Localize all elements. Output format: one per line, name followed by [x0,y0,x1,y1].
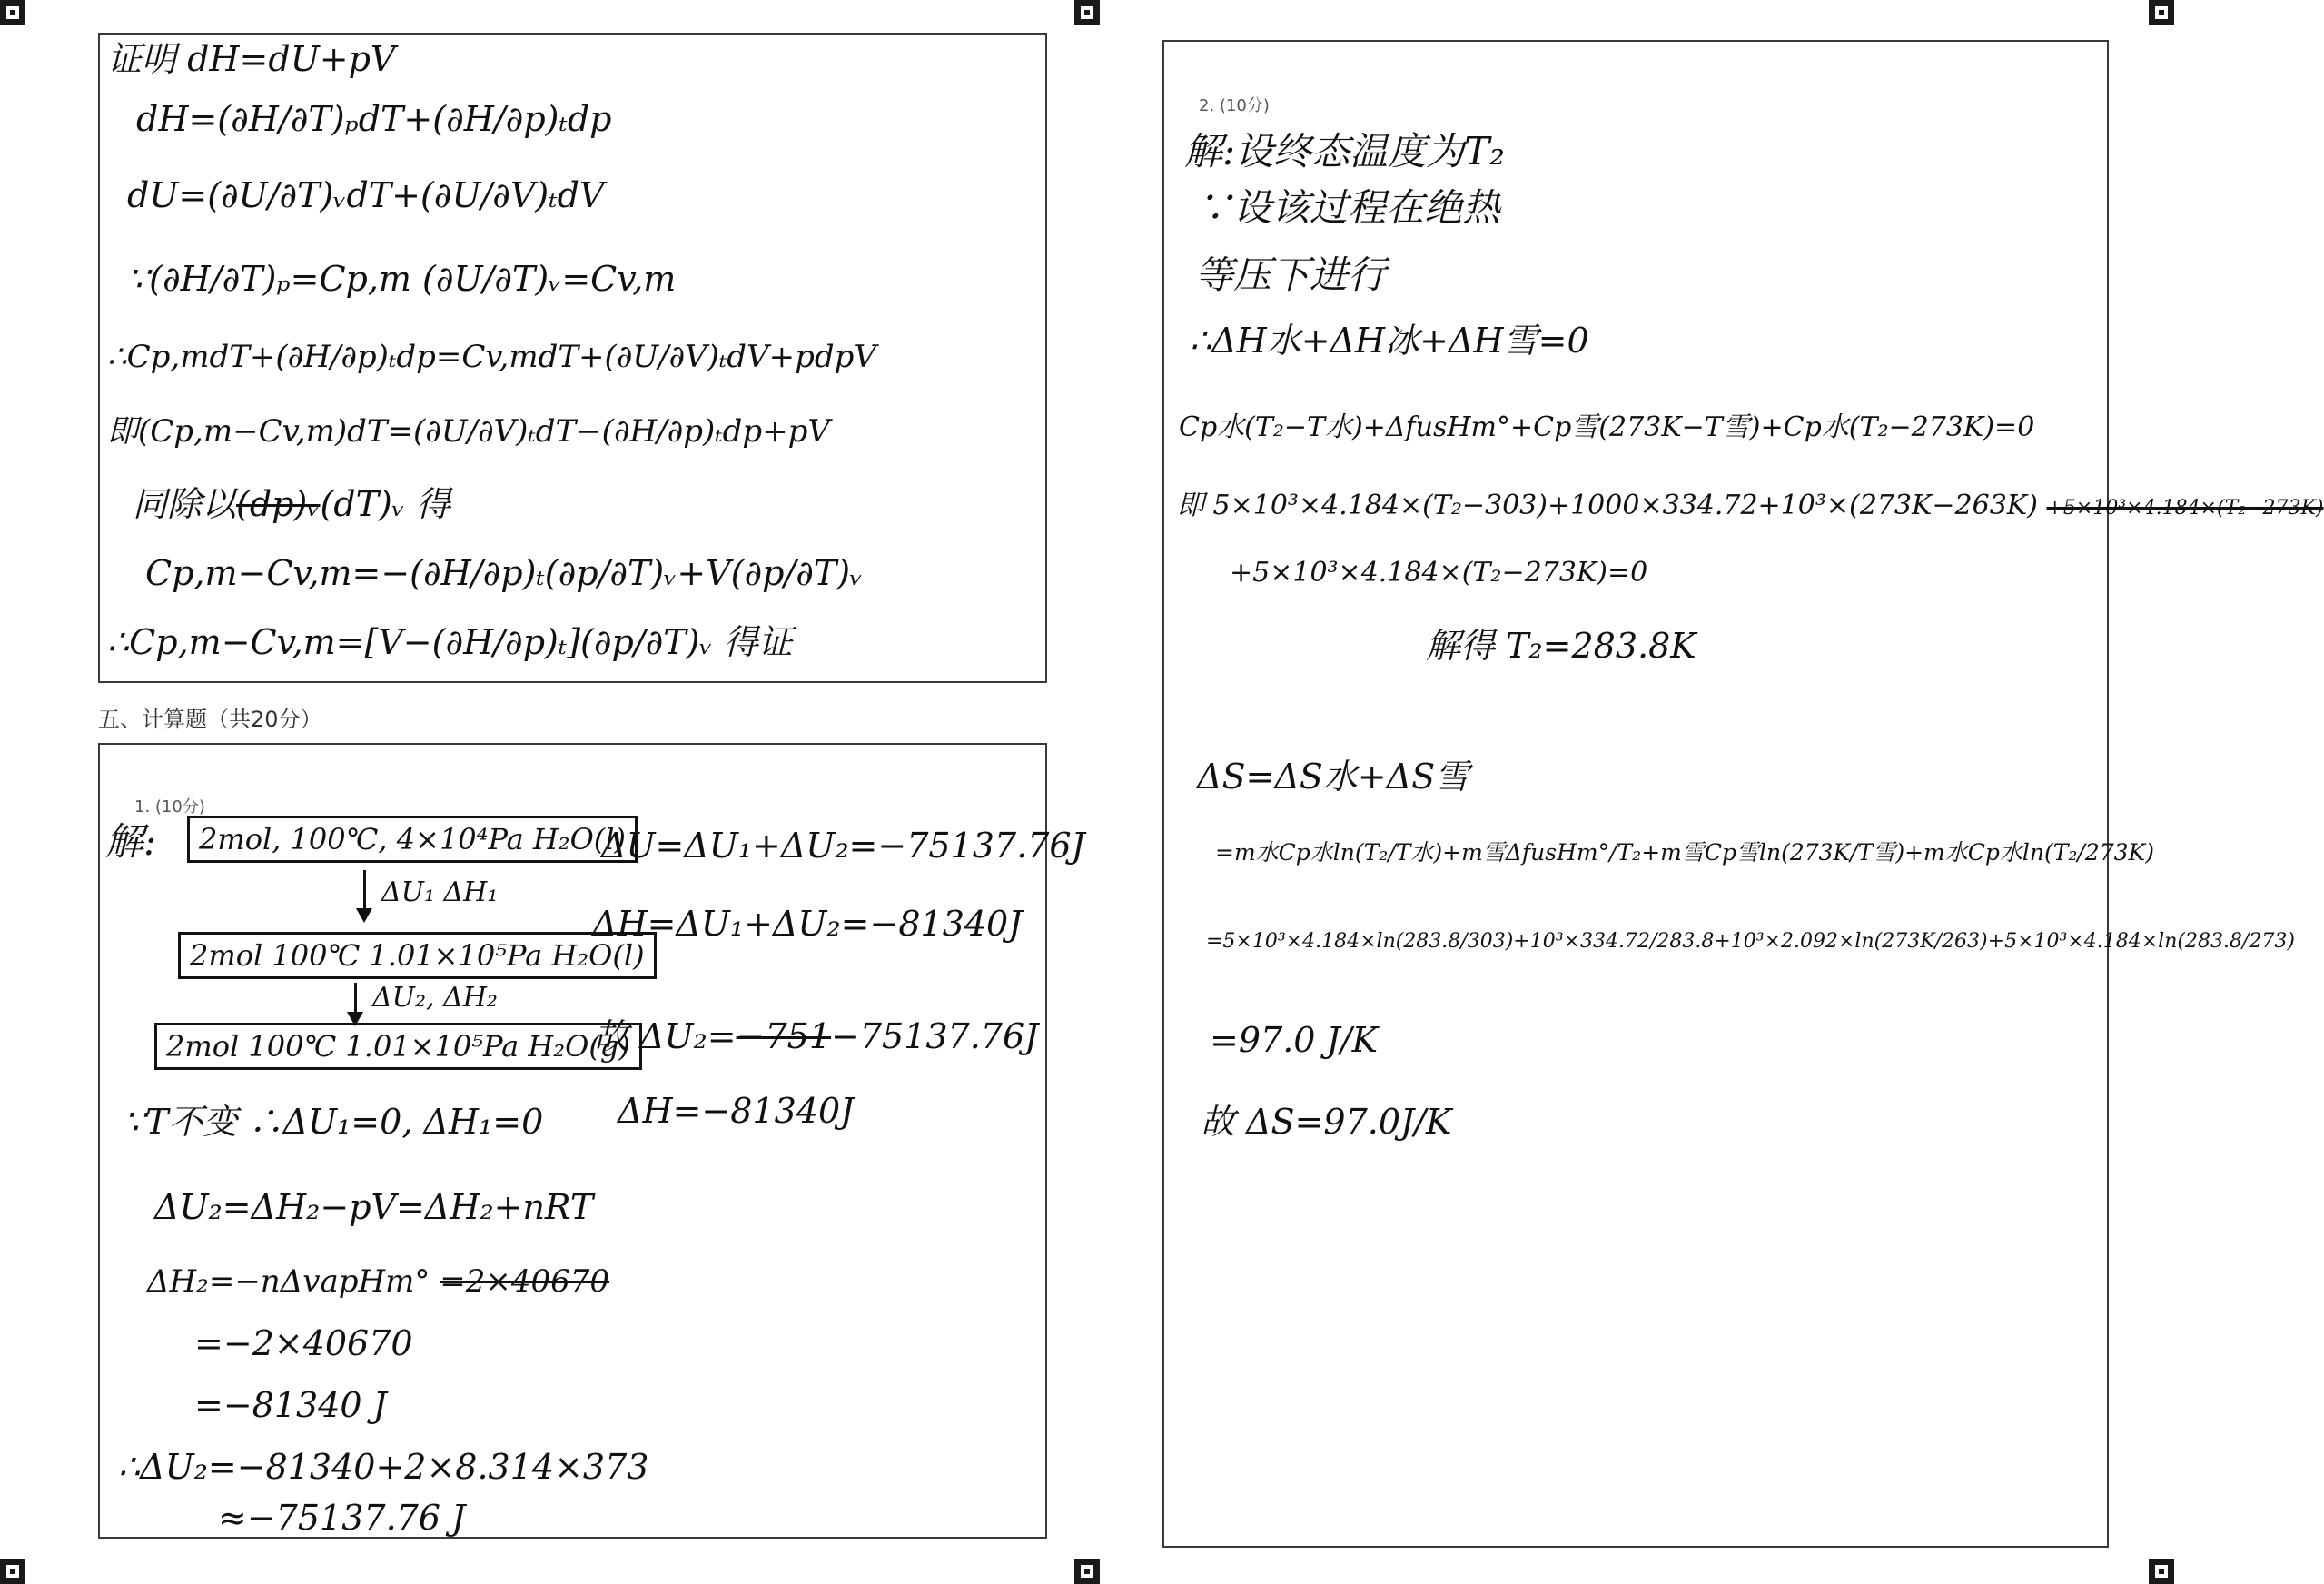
proof-line-7 [133,484,451,524]
q2-line-8: 解得 T₂=283.8K [1426,626,1696,666]
q2-line-7: +5×10³×4.184×(T₂−273K)=0 [1230,557,1648,589]
proof-line-7-suffix: (dT)ᵥ 得 [320,484,451,524]
q1-right-struck: −751 [736,1016,831,1056]
proof-line-7-prefix: 同除以 [133,484,237,524]
q2-line-2: ∵设该过程在绝热 [1195,185,1501,230]
q2-struck-term: +5×10³×4.184×(T₂−273K) [2046,497,2324,520]
q1-left-line-6: ∴ΔU₂=−81340+2×8.314×373 [118,1447,649,1487]
q1-left-line-2: ΔU₂=ΔH₂−pV=ΔH₂+nRT [154,1187,594,1227]
q1-arrow-1-line [363,870,366,910]
q2-line-5: Cp水(T₂−T水)+ΔfusHm°+Cp雪(273K−T雪)+Cp水(T₂−273K)=0 [1179,411,2035,443]
proof-answer-box [98,33,1047,683]
q1-left-line-3-text: ΔH₂=−nΔvapHm° [147,1263,430,1300]
q1-left-struck: =2×40670 [440,1263,609,1300]
q2-line-9: ΔS=ΔS水+ΔS雪 [1197,757,1470,797]
q1-left-line-5: =−81340 J [194,1385,387,1425]
proof-line-9: ∴Cp,m−Cv,m=[V−(∂H/∂p)ₜ](∂p/∂T)ᵥ 得证 [107,622,793,662]
q1-step-1: ΔU₁ ΔH₁ [381,876,499,908]
q2-line-4: ∴ΔH水+ΔH冰+ΔH雪=0 [1190,321,1589,361]
proof-line-6: 即(Cp,m−Cv,m)dT=(∂U/∂V)ₜdT−(∂H/∂p)ₜdp+pV [107,413,830,450]
section-title: 五、计算题（共20分） [98,707,322,732]
q2-label: 2. (10分) [1199,96,1270,115]
registration-marker-top-center [1074,0,1100,25]
q2-answer-box [1162,40,2324,1548]
proof-line-3: dU=(∂U/∂T)ᵥdT+(∂U/∂V)ₜdV [127,175,605,215]
q2-line-6 [1177,492,2324,520]
registration-marker-top-left [0,0,25,25]
q1-arrow-1-head [356,908,372,923]
q2-line-11: =5×10³×4.184×ln(283.8/303)+10³×334.72/283.8+10³×2.092×ln(273K/263)+5×10³×4.184×ln(283.8/273) [1206,930,2295,953]
proof-line-8: Cp,m−Cv,m=−(∂H/∂p)ₜ(∂p/∂T)ᵥ+V(∂p/∂T)ᵥ [145,553,864,593]
q2-line-3: 等压下进行 [1195,252,1387,297]
registration-marker-bottom-center [1074,1559,1100,1584]
q1-left-line-4: =−2×40670 [194,1323,413,1363]
q1-right-line-4: ΔH=−81340J [618,1091,855,1131]
q1-right-line-1: ΔU=ΔU₁+ΔU₂=−75137.76J [601,826,1085,866]
q1-right-line-3-suffix: −75137.76J [831,1016,1039,1056]
proof-line-2: dH=(∂H/∂T)ₚdT+(∂H/∂p)ₜdp [136,99,612,139]
q1-answer-box [98,743,1085,1539]
q1-intro: 解: [105,819,157,864]
proof-struck-term: (dp)ᵥ [236,484,321,524]
q1-step-2: ΔU₂, ΔH₂ [372,982,498,1014]
q1-state-2: 2mol 100℃ 1.01×10⁵Pa H₂O(l) [178,932,657,979]
q1-arrow-2-line [354,983,357,1015]
q1-right-line-3-prefix: 故 ΔU₂= [594,1016,737,1056]
q1-state-3: 2mol 100℃ 1.01×10⁵Pa H₂O(g) [154,1023,642,1070]
registration-marker-bottom-left [0,1559,25,1584]
q1-right-line-3 [594,1016,1039,1056]
q2-line-13: 故 ΔS=97.0J/K [1201,1102,1452,1142]
q2-line-1: 解:设终态温度为T₂ [1184,129,1506,173]
q1-right-line-2: ΔH=ΔU₁+ΔU₂=−81340J [592,904,1023,944]
proof-line-1: 证明 dH=dU+pV [107,39,396,79]
proof-line-5: ∴Cp,mdT+(∂H/∂p)ₜdp=Cv,mdT+(∂U/∂V)ₜdV+pdpV [107,339,876,375]
q2-line-12: =97.0 J/K [1210,1020,1378,1060]
q2-line-6-text: 即 5×10³×4.184×(T₂−303)+1000×334.72+10³×(273K−263K) [1177,490,2038,521]
registration-marker-bottom-right [2149,1559,2174,1584]
q1-left-line-3 [147,1263,609,1300]
q2-line-10: =m水Cp水ln(T₂/T水)+m雪ΔfusHm°/T₂+m雪Cp雪ln(273K/T雪)+m水Cp水ln(T₂/273K) [1215,839,2154,866]
q1-label: 1. (10分) [134,797,205,817]
q1-state-1: 2mol, 100℃, 4×10⁴Pa H₂O(l) [187,816,638,863]
registration-marker-top-right [2149,0,2174,25]
q1-left-line-1: ∵T不变 ∴ΔU₁=0, ΔH₁=0 [124,1102,544,1142]
proof-line-4: ∵(∂H/∂T)ₚ=Cp,m (∂U/∂T)ᵥ=Cv,m [127,259,677,299]
q1-left-line-7: ≈−75137.76 J [218,1498,466,1538]
